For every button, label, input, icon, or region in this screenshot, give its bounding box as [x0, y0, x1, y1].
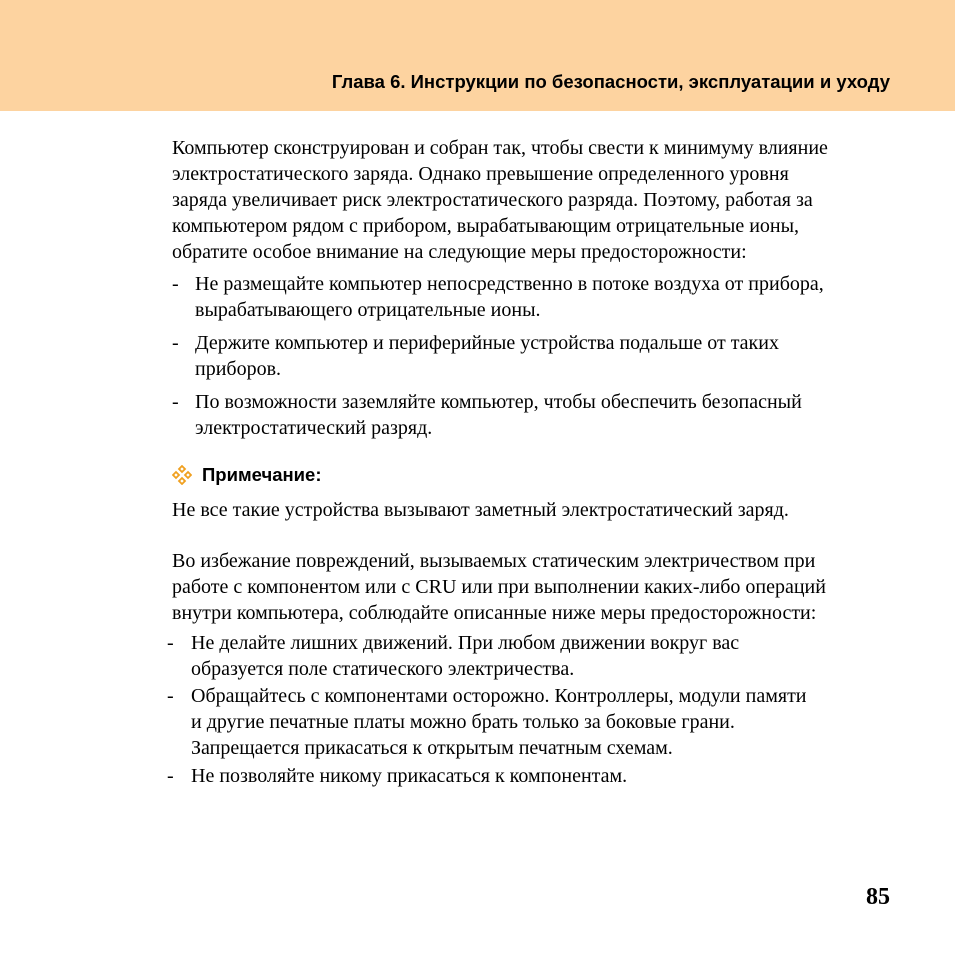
bullet-line: Запрещается прикасаться к открытым печатным схемам.: [191, 737, 673, 759]
list-item: [167, 683, 907, 761]
chapter-title: Глава 6. Инструкции по безопасности, эксплуатации и уходу: [331, 71, 890, 92]
paragraph-line: заряда увеличивает риск электростатического разряда. Поэтому, работая за: [172, 189, 813, 211]
bullet-line: Не размещайте компьютер непосредственно в потоке воздуха от прибора,: [195, 273, 824, 295]
paragraph-line: работе с компонентом или с CRU или при выполнении каких-либо операций: [172, 576, 826, 598]
bullet-line: приборов.: [195, 358, 282, 380]
bullet-dash: -: [167, 685, 174, 707]
note-text: Не все такие устройства вызывают заметный электростатический заряд.: [172, 499, 789, 521]
paragraph-line: Компьютер сконструирован и собран так, чтобы свести к минимуму влияние: [172, 137, 828, 159]
bullet-line: Не позволяйте никому прикасаться к компонентам.: [191, 765, 628, 787]
list-item: [172, 389, 912, 441]
bullet-dash: -: [167, 765, 174, 787]
precautions-paragraph: [172, 548, 912, 626]
paragraph-line: электростатического заряда. Однако превышение определенного уровня: [172, 163, 789, 185]
intro-paragraph: [172, 135, 902, 265]
bullet-line: По возможности заземляйте компьютер, чтобы обеспечить безопасный: [195, 391, 802, 413]
paragraph-line: Во избежание повреждений, вызываемых статическим электричеством при: [172, 550, 816, 572]
list-item: [167, 763, 907, 789]
note-heading: [172, 464, 322, 486]
list-item: [172, 271, 912, 323]
bullet-line: вырабатывающего отрицательные ионы.: [195, 299, 541, 321]
bullet-line: Держите компьютер и периферийные устройства подальше от таких: [195, 332, 779, 354]
bullet-line: электростатический разряд.: [195, 417, 433, 439]
bullet-dash: -: [172, 391, 179, 413]
header-band: [0, 0, 955, 111]
bullet-dash: -: [172, 273, 179, 295]
bullet-line: Обращайтесь с компонентами осторожно. Контроллеры, модули памяти: [191, 685, 807, 707]
bullet-dash: -: [172, 332, 179, 354]
bullet-line: и другие печатные платы можно брать только за боковые грани.: [191, 711, 735, 733]
note-title: Примечание:: [202, 464, 322, 485]
paragraph-line: компьютером рядом с прибором, вырабатывающим отрицательные ионы,: [172, 215, 800, 237]
list-item: [167, 630, 907, 682]
diamond-cluster-icon: [172, 465, 192, 485]
page-number: 85: [866, 884, 890, 910]
bullet-dash: -: [167, 632, 174, 654]
list-item: [172, 330, 912, 382]
paragraph-line: обратите особое внимание на следующие меры предосторожности:: [172, 241, 747, 263]
bullet-line: Не делайте лишних движений. При любом движении вокруг вас: [191, 632, 740, 654]
bullet-line: образуется поле статического электричества.: [191, 658, 575, 680]
paragraph-line: внутри компьютера, соблюдайте описанные ниже меры предосторожности:: [172, 602, 817, 624]
